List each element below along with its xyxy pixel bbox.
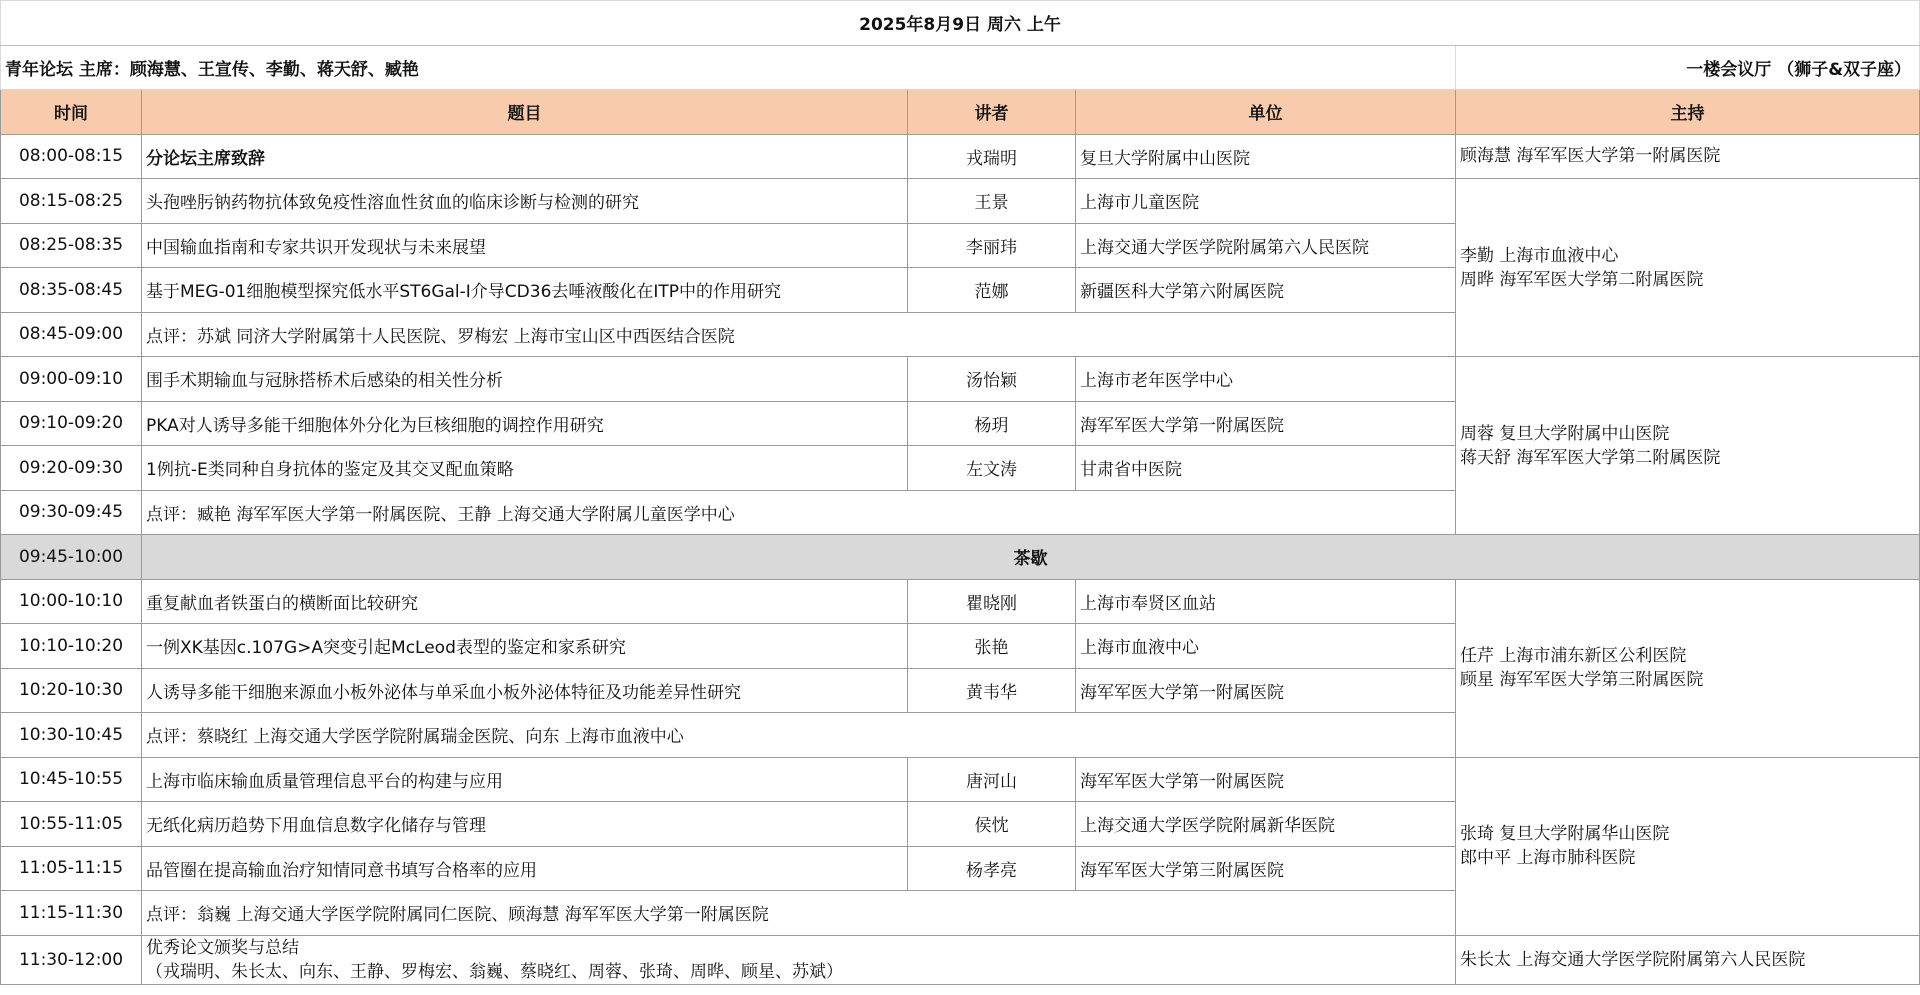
table-row (1, 134, 1920, 179)
comment-cell: 点评：臧艳 海军军医大学第一附属医院、王静 上海交通大学附属儿童医学中心 (142, 490, 1456, 535)
speaker-cell: 李丽玮 (908, 223, 1076, 268)
speaker-cell: 杨玥 (908, 401, 1076, 446)
host-cell (1456, 935, 1920, 984)
column-header-host: 主持 (1456, 90, 1920, 135)
host-line: 朱长太 上海交通大学医学院附属第六人民医院 (1460, 949, 1806, 970)
column-header-speaker: 讲者 (908, 90, 1076, 135)
title-cell: PKA对人诱导多能干细胞体外分化为巨核细胞的调控作用研究 (142, 401, 908, 446)
host-line: 任芹 上海市浦东新区公利医院 (1460, 646, 1687, 666)
time-cell: 08:00-08:15 (1, 134, 142, 179)
table-row (1, 179, 1920, 224)
title-cell: 围手术期输血与冠脉搭桥术后感染的相关性分析 (142, 357, 908, 402)
unit-cell: 海军军医大学第一附属医院 (1076, 401, 1456, 446)
date-row (1, 1, 1920, 46)
time-cell: 11:30-12:00 (1, 935, 142, 984)
unit-cell: 上海交通大学医学院附属新华医院 (1076, 802, 1456, 847)
column-header-title: 题目 (142, 90, 908, 135)
title-cell: 人诱导多能干细胞来源血小板外泌体与单采血小板外泌体特征及功能差异性研究 (142, 668, 908, 713)
forum-venue: 一楼会议厅 （狮子&双子座） (1456, 45, 1920, 90)
unit-cell: 海军军医大学第一附属医院 (1076, 668, 1456, 713)
forum-title: 青年论坛 主席：顾海慧、王宣传、李勤、蒋天舒、臧艳 (1, 45, 1456, 90)
speaker-cell: 黄韦华 (908, 668, 1076, 713)
table-row (1, 579, 1920, 624)
unit-cell: 上海市血液中心 (1076, 624, 1456, 669)
unit-cell: 上海市奉贤区血站 (1076, 579, 1456, 624)
title-cell: 中国输血指南和专家共识开发现状与未来展望 (142, 223, 908, 268)
time-cell: 08:45-09:00 (1, 312, 142, 357)
table-row (1, 357, 1920, 402)
time-cell: 10:00-10:10 (1, 579, 142, 624)
host-line: 张琦 复旦大学附属华山医院 (1460, 824, 1670, 844)
speaker-cell: 唐河山 (908, 757, 1076, 802)
title-cell: 无纸化病历趋势下用血信息数字化储存与管理 (142, 802, 908, 847)
awards-cell (142, 935, 1456, 984)
time-cell: 10:10-10:20 (1, 624, 142, 669)
unit-cell: 上海市老年医学中心 (1076, 357, 1456, 402)
host-cell (1456, 357, 1920, 535)
column-header-time: 时间 (1, 90, 142, 135)
speaker-cell: 瞿晓刚 (908, 579, 1076, 624)
column-header-unit: 单位 (1076, 90, 1456, 135)
comment-cell: 点评：蔡晓红 上海交通大学医学院附属瑞金医院、向东 上海市血液中心 (142, 713, 1456, 758)
time-cell: 09:30-09:45 (1, 490, 142, 535)
time-cell: 09:20-09:30 (1, 446, 142, 491)
host-line: 顾星 海军军医大学第三附属医院 (1460, 670, 1704, 690)
speaker-cell: 左文涛 (908, 446, 1076, 491)
time-cell: 10:20-10:30 (1, 668, 142, 713)
host-cell (1456, 134, 1920, 179)
host-line: 周蓉 复旦大学附属中山医院 (1460, 423, 1670, 444)
title-cell: 分论坛主席致辞 (142, 134, 908, 179)
time-cell: 11:15-11:30 (1, 891, 142, 936)
awards-row (1, 935, 1920, 984)
column-header-row (1, 90, 1920, 135)
title-cell: 1例抗-E类同种自身抗体的鉴定及其交叉配血策略 (142, 446, 908, 491)
title-cell: 基于MEG-01细胞模型探究低水平ST6Gal-I介导CD36去唾液酸化在ITP中的作用研究 (142, 268, 908, 313)
host-cell (1456, 757, 1920, 935)
host-line: 郎中平 上海市肺科医院 (1460, 848, 1636, 868)
time-cell: 09:00-09:10 (1, 357, 142, 402)
time-cell: 08:15-08:25 (1, 179, 142, 224)
speaker-cell: 范娜 (908, 268, 1076, 313)
time-cell: 10:55-11:05 (1, 802, 142, 847)
unit-cell: 甘肃省中医院 (1076, 446, 1456, 491)
break-row (1, 535, 1920, 580)
time-cell: 10:45-10:55 (1, 757, 142, 802)
time-cell: 10:30-10:45 (1, 713, 142, 758)
speaker-cell: 戎瑞明 (908, 134, 1076, 179)
unit-cell: 海军军医大学第三附属医院 (1076, 846, 1456, 891)
title-cell: 品管圈在提高输血治疗知情同意书填写合格率的应用 (142, 846, 908, 891)
unit-cell: 复旦大学附属中山医院 (1076, 134, 1456, 179)
speaker-cell: 杨孝亮 (908, 846, 1076, 891)
host-line: 周晔 海军军医大学第二附属医院 (1460, 269, 1704, 290)
break-cell: 茶歇 (142, 535, 1920, 580)
speaker-cell: 侯忱 (908, 802, 1076, 847)
time-cell: 08:35-08:45 (1, 268, 142, 313)
title-cell: 头孢唑肟钠药物抗体致免疫性溶血性贫血的临床诊断与检测的研究 (142, 179, 908, 224)
host-line: 蒋天舒 海军军医大学第二附属医院 (1460, 447, 1721, 468)
speaker-cell: 王景 (908, 179, 1076, 224)
time-cell: 08:25-08:35 (1, 223, 142, 268)
speaker-cell: 张艳 (908, 624, 1076, 669)
unit-cell: 上海交通大学医学院附属第六人民医院 (1076, 223, 1456, 268)
title-cell: 一例XK基因c.107G>A突变引起McLeod表型的鉴定和家系研究 (142, 624, 908, 669)
comment-cell: 点评：苏斌 同济大学附属第十人民医院、罗梅宏 上海市宝山区中西医结合医院 (142, 312, 1456, 357)
table-row (1, 757, 1920, 802)
unit-cell: 新疆医科大学第六附属医院 (1076, 268, 1456, 313)
host-cell (1456, 579, 1920, 757)
date-header: 2025年8月9日 周六 上午 (1, 1, 1920, 46)
awards-title: 优秀论文颁奖与总结 (146, 937, 299, 958)
awards-names: （戎瑞明、朱长太、向东、王静、罗梅宏、翁巍、蔡晓红、周蓉、张琦、周晔、顾星、苏斌） (146, 961, 843, 982)
time-cell: 09:10-09:20 (1, 401, 142, 446)
unit-cell: 上海市儿童医院 (1076, 179, 1456, 224)
title-cell: 重复献血者铁蛋白的横断面比较研究 (142, 579, 908, 624)
host-cell (1456, 179, 1920, 357)
host-line: 顾海慧 海军军医大学第一附属医院 (1460, 146, 1721, 167)
time-cell: 09:45-10:00 (1, 535, 142, 580)
host-line: 李勤 上海市血液中心 (1460, 245, 1619, 266)
title-cell: 上海市临床输血质量管理信息平台的构建与应用 (142, 757, 908, 802)
time-cell: 11:05-11:15 (1, 846, 142, 891)
comment-cell: 点评：翁巍 上海交通大学医学院附属同仁医院、顾海慧 海军军医大学第一附属医院 (142, 891, 1456, 936)
forum-row (1, 45, 1920, 90)
speaker-cell: 汤怡颖 (908, 357, 1076, 402)
unit-cell: 海军军医大学第一附属医院 (1076, 757, 1456, 802)
